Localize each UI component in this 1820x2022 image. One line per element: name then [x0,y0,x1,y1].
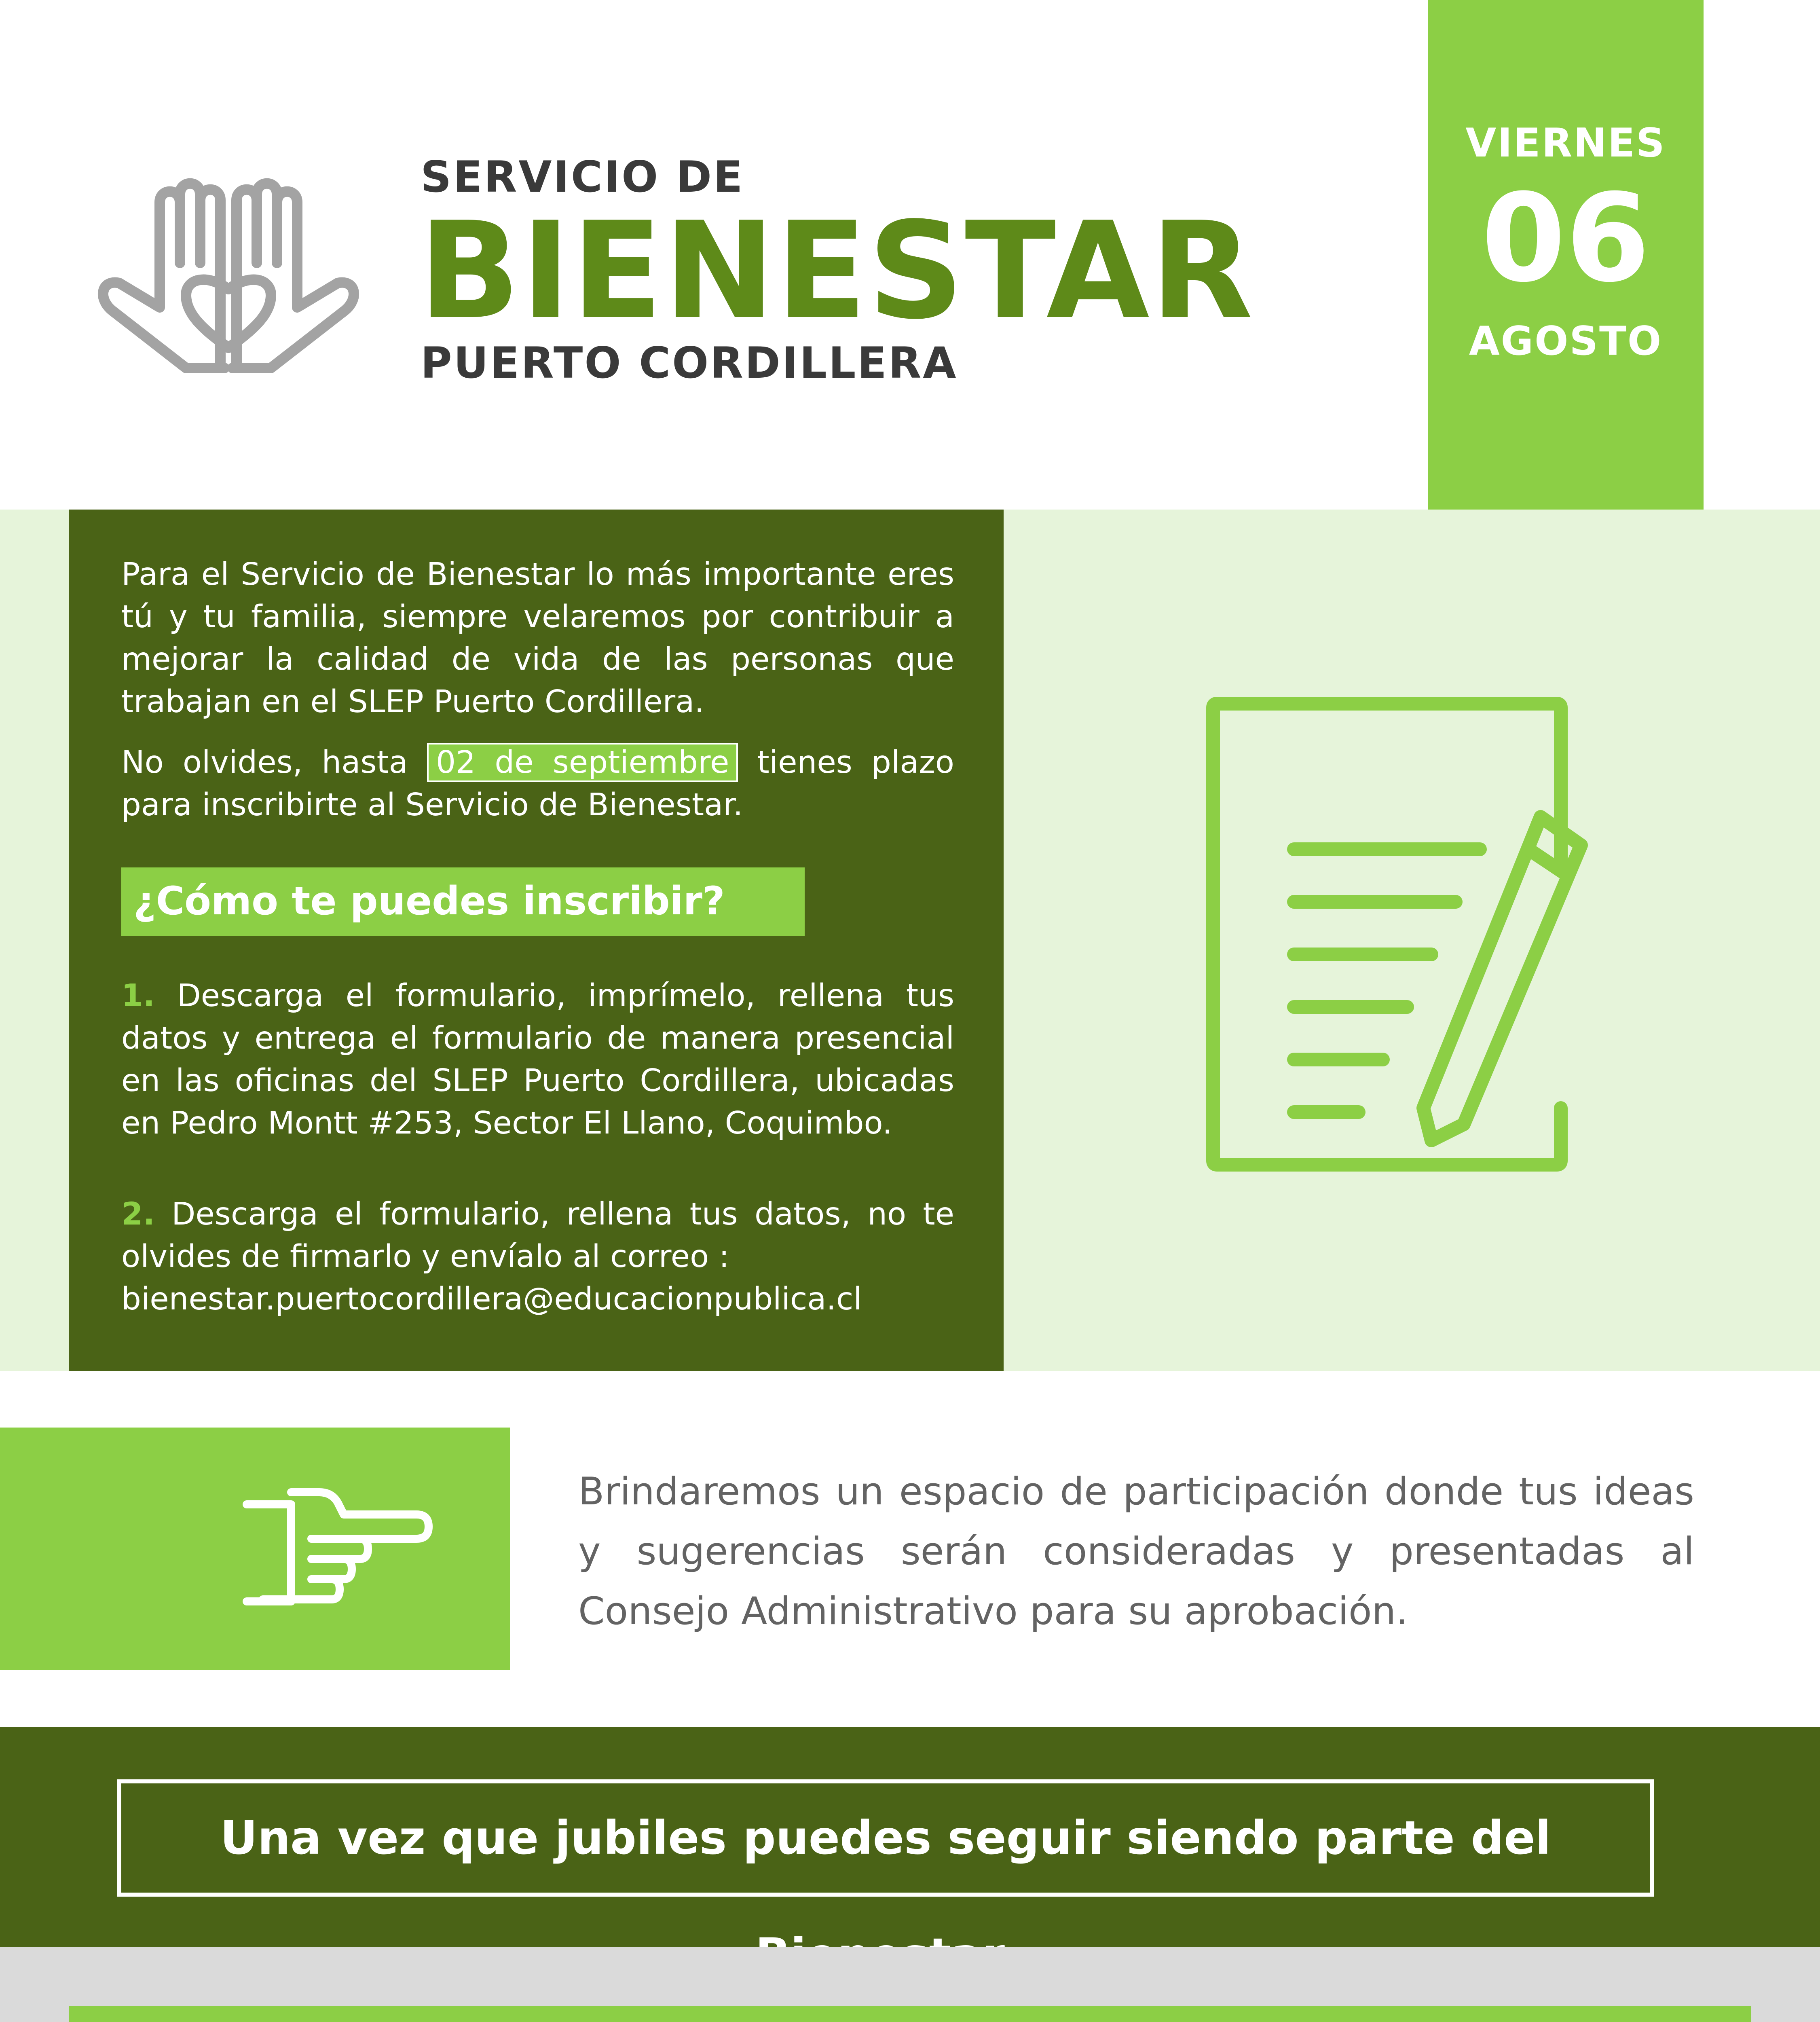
header-title-main: BIENESTAR [419,193,1254,349]
participation-text: Brindaremos un espacio de participación donde tus ideas y sugerencias serán consideradas y presentadas al Consejo Administrativo para su aprobación. [578,1470,1694,1633]
date-weekday: VIERNES [1465,120,1666,166]
date-box [1428,0,1704,510]
header-title-line3: PUERTO CORDILLERA [421,338,958,388]
pointing-hand-icon [239,1480,433,1618]
date-month: AGOSTO [1469,318,1663,364]
deadline-text-after: tienes plazo para inscribirte al Servicio de Bienestar. [121,745,954,823]
intro-paragraph-1: Para el Servicio de Bienestar lo más importante eres tú y tu familia, siempre velaremos por contribuir a mejorar la calidad de vida de las personas que trabajan en el SLEP Puerto Cordillera. [121,556,954,720]
did-you-know-box [69,2006,1751,2022]
hands-heart-icon [85,178,372,380]
step-2-text: Descarga el formulario, rellena tus datos, no te olvides de firmarlo y envíalo al correo : [121,1196,954,1275]
step-1-number: 1. [121,978,155,1014]
date-day: 06 [1481,168,1650,309]
intro-paragraph-2 [121,741,954,826]
step-1-text: Descarga el formulario, imprímelo, rellena tus datos y entrega el formulario de manera presencial en las oficinas del SLEP Puerto Cordillera, ubicadas en Pedro Montt #253, Sector El Llano, Coquimbo. [121,978,954,1141]
document-pencil-icon [1205,696,1589,1181]
step-2-number: 2. [121,1196,155,1232]
retirement-text: Una vez que jubiles puedes seguir siendo parte del [220,1811,1551,1865]
header-title-line1: SERVICIO DE [421,152,744,202]
deadline-text-before: No olvides, hasta [121,745,427,780]
step-2-email: bienestar.puertocordillera@educacionpublica.cl [121,1281,862,1317]
step-2 [121,1193,954,1320]
how-heading: ¿Cómo te puedes inscribir? [133,878,725,924]
step-1 [121,975,954,1144]
deadline-highlight: 02 de septiembre [427,743,738,782]
